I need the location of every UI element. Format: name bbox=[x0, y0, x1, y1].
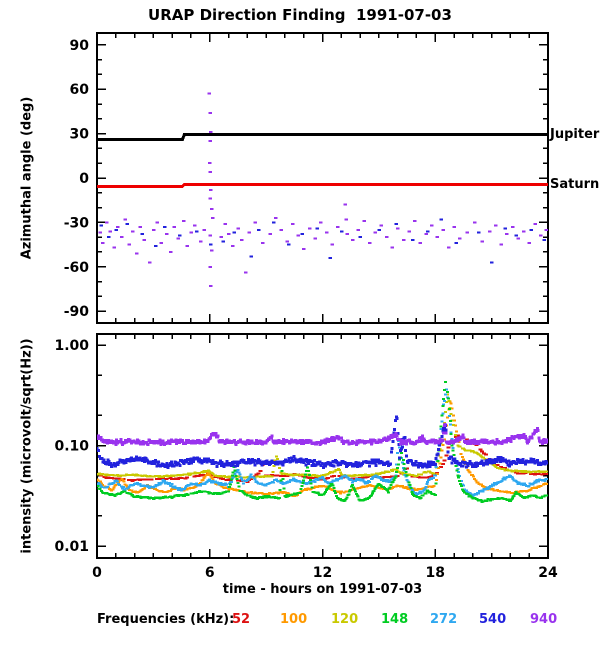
jupiter-line bbox=[97, 134, 548, 139]
intensity-axis-label: intensity (microvolt/sqrt(Hz)) bbox=[19, 338, 35, 554]
azimuth-axis-label: Azimuthal angle (deg) bbox=[19, 96, 35, 260]
legend-freq-940: 940 bbox=[530, 612, 558, 627]
page-title: URAP Direction Finding 1991-07-03 bbox=[148, 6, 452, 24]
legend-title: Frequencies (kHz): bbox=[97, 612, 235, 627]
svg-text:30: 30 bbox=[69, 126, 89, 143]
df-scatter-940 bbox=[98, 93, 548, 287]
svg-text:90: 90 bbox=[69, 37, 89, 54]
legend-freq-52: 52 bbox=[232, 612, 251, 627]
legend-freq-148: 148 bbox=[381, 612, 409, 627]
svg-text:6: 6 bbox=[204, 565, 215, 581]
svg-text:0.10: 0.10 bbox=[54, 438, 89, 455]
svg-text:18: 18 bbox=[425, 565, 445, 581]
legend-freq-540: 540 bbox=[479, 612, 507, 627]
svg-text:1.00: 1.00 bbox=[54, 338, 89, 355]
time-axis-label: time - hours on 1991-07-03 bbox=[222, 582, 423, 597]
df-scatter-540 bbox=[99, 218, 546, 263]
legend-freq-272: 272 bbox=[430, 612, 458, 627]
legend-freq-120: 120 bbox=[331, 612, 359, 627]
svg-text:-90: -90 bbox=[63, 304, 89, 321]
azimuth-panel-axes bbox=[64, 33, 548, 323]
jupiter-line-label: Jupiter bbox=[550, 127, 600, 142]
intensity-940-trace bbox=[96, 423, 550, 446]
svg-text:0: 0 bbox=[79, 171, 89, 187]
svg-text:24: 24 bbox=[538, 565, 558, 581]
svg-text:60: 60 bbox=[69, 82, 89, 99]
svg-text:0.01: 0.01 bbox=[54, 539, 89, 556]
svg-text:-60: -60 bbox=[63, 259, 89, 276]
saturn-line bbox=[97, 184, 548, 186]
svg-text:-30: -30 bbox=[63, 215, 89, 232]
legend-freq-100: 100 bbox=[280, 612, 308, 627]
saturn-line-label: Saturn bbox=[550, 177, 600, 192]
svg-text:0: 0 bbox=[92, 565, 102, 581]
svg-text:12: 12 bbox=[312, 565, 333, 581]
